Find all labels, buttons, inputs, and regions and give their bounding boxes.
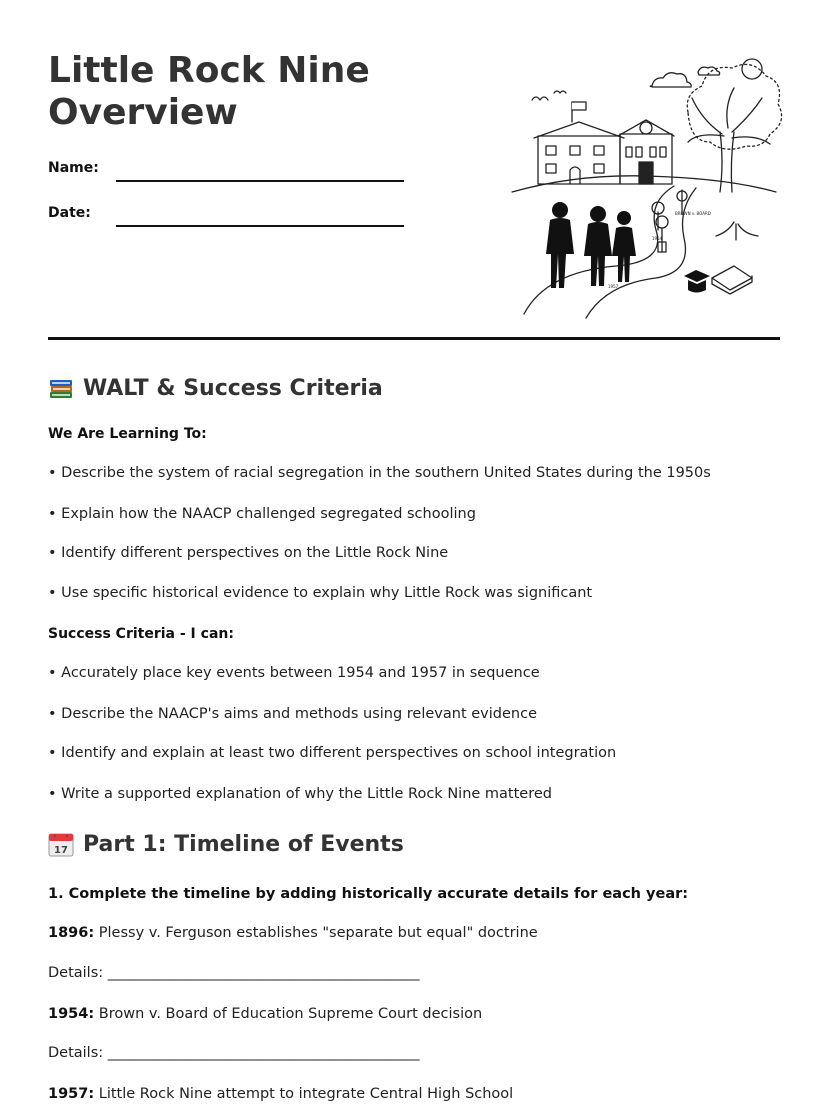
learning-label: We Are Learning To: (48, 426, 207, 442)
date-label: Date: (48, 205, 91, 221)
header-divider (48, 337, 780, 340)
event-year: 1957: (48, 1086, 95, 1102)
event-year: 1954: (48, 1006, 95, 1022)
learning-item: • Explain how the NAACP challenged segregated schooling (48, 506, 476, 522)
details-field[interactable]: Details: ___________________________________________ (48, 965, 420, 981)
books-icon (48, 375, 74, 401)
graduation-cap-icon (684, 270, 710, 293)
criteria-item: • Accurately place key events between 1954 and 1957 in sequence (48, 665, 540, 681)
learning-item: • Describe the system of racial segregation in the southern United States during the 1950s (48, 465, 711, 481)
timeline-event (48, 925, 538, 941)
learning-item: • Use specific historical evidence to explain why Little Rock was significant (48, 585, 593, 601)
school-building-icon (534, 102, 674, 184)
school-illustration (506, 52, 788, 322)
calendar-day: 17 (54, 845, 68, 856)
name-label: Name: (48, 160, 99, 176)
details-field[interactable]: Details: ___________________________________________ (48, 1045, 420, 1061)
calendar-icon (48, 831, 74, 857)
part1-heading (48, 831, 404, 857)
timeline-question: 1. Complete the timeline by adding historically accurate details for each year: (48, 886, 689, 902)
timeline-event (48, 1006, 482, 1022)
criteria-item: • Identify and explain at least two different perspectives on school integration (48, 745, 617, 761)
page-title: Little Rock Nine Overview (48, 50, 370, 133)
criteria-label: Success Criteria - I can: (48, 626, 234, 642)
cloud-icon (650, 73, 691, 87)
date-field[interactable] (116, 225, 404, 227)
sign-label: BROWN v. BOARD (675, 211, 711, 216)
timeline-event (48, 1086, 513, 1102)
part1-heading-text: Part 1: Timeline of Events (83, 831, 404, 857)
walt-heading (48, 375, 383, 401)
learning-item: • Identify different perspectives on the Little Rock Nine (48, 545, 449, 561)
book-icon (712, 266, 752, 294)
sign-label: 1957 (608, 284, 619, 289)
criteria-item: • Describe the NAACP's aims and methods using relevant evidence (48, 706, 537, 722)
event-text: Brown v. Board of Education Supreme Court decision (94, 1006, 483, 1022)
sign-label: 1954 (652, 236, 663, 241)
walt-heading-text: WALT & Success Criteria (83, 375, 383, 401)
event-text: Little Rock Nine attempt to integrate Central High School (94, 1086, 514, 1102)
name-field[interactable] (116, 180, 404, 182)
event-text: Plessy v. Ferguson establishes "separate but equal" doctrine (94, 925, 538, 941)
students-silhouette-icon (546, 202, 636, 288)
criteria-item: • Write a supported explanation of why the Little Rock Nine mattered (48, 786, 552, 802)
event-year: 1896: (48, 925, 95, 941)
